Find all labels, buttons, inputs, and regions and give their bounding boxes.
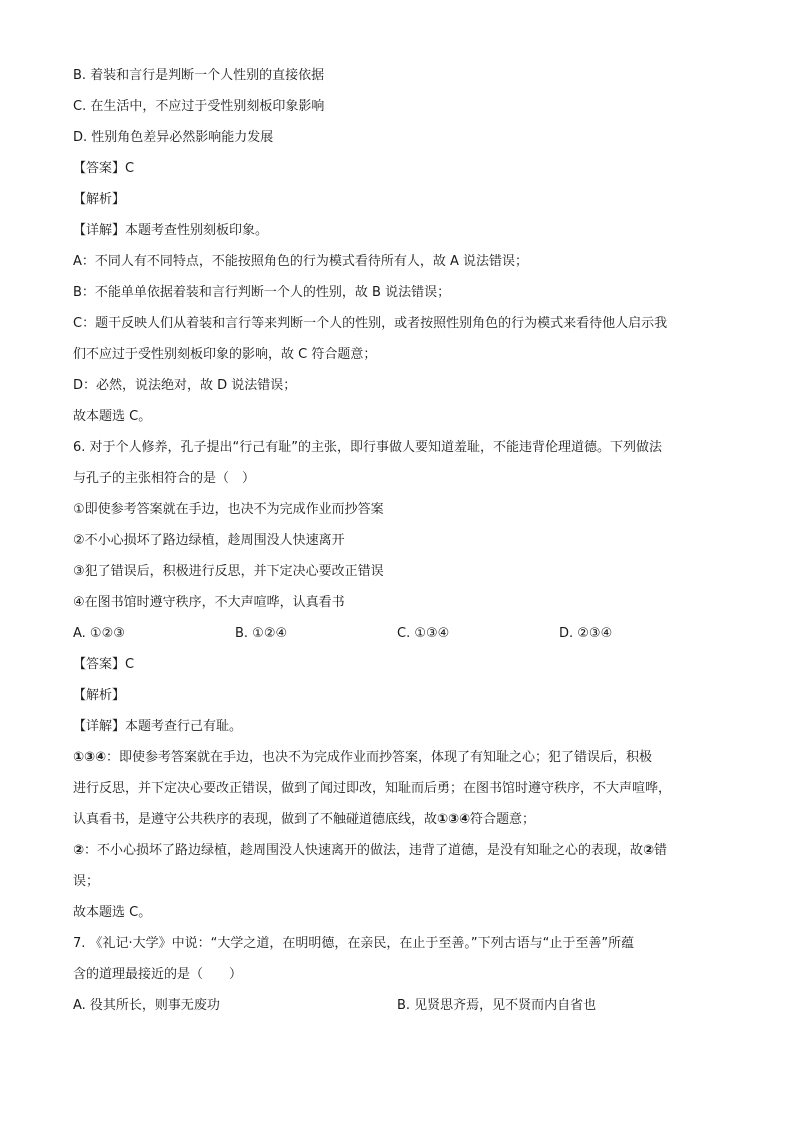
q5-answer: 【答案】C (73, 161, 135, 176)
q6-option-d: D. ②③④ (559, 626, 613, 641)
q6-answer: 【答案】C (73, 657, 135, 672)
q6-stem-line1: 6. 对于个人修养，孔子提出“行己有耻”的主张，即行事做人要知道羞耻，不能违背伦理道德。下列做法 (73, 440, 663, 455)
q5-conclusion: 故本题选 C。 (73, 409, 152, 424)
q6-analysis-p1-line1 (73, 742, 723, 773)
q6-analysis-p2-text1b: ② (643, 843, 655, 858)
q5-analysis-heading: 【解析】 (73, 192, 126, 207)
q6-option-c: C. ①③④ (397, 626, 450, 641)
q6-analysis-p1-text3c: 符合题意； (470, 812, 536, 827)
q5-detail-a: A：不同人有不同特点，不能按照角色的行为模式看待所有人，故 A 说法错误； (73, 254, 529, 269)
q5-detail-d: D：必然，说法绝对，故 D 说法错误； (73, 378, 297, 393)
q7-option-a: A. 役其所长，则事无废功 (73, 998, 220, 1013)
q6-option-b: B. ①②④ (235, 626, 288, 641)
q6-detail-intro: 【详解】本题考查行己有耻。 (73, 719, 243, 734)
q6-statement-3: ③犯了错误后，积极进行反思，并下定决心要改正错误 (73, 564, 384, 579)
q6-analysis-p2-head: ② (73, 843, 85, 858)
q6-analysis-p2-line2: 误； (73, 874, 100, 889)
q7-stem-line2: 含的道理最接近的是（ ） (73, 967, 243, 982)
q6-analysis-p1-line2: 进行反思，并下定决心要改正错误，做到了闻过即改，知耻而后勇；在图书馆时遵守秩序，不大声喧哗， (73, 781, 672, 796)
q6-analysis-p1-line3 (73, 804, 723, 835)
q5-option-d: D. 性别角色差异必然影响能力发展 (73, 130, 274, 145)
q6-analysis-p1-head: ①③④ (73, 750, 107, 765)
page-content (73, 60, 723, 1021)
q6-analysis-p2-line1 (73, 835, 723, 866)
q7-stem-line1: 7. 《礼记·大学》中说：“大学之道，在明明德，在亲民，在止于至善。”下列古语与“止于至善”所蕴 (73, 936, 635, 951)
q5-option-c: C. 在生活中，不应过于受性别刻板印象影响 (73, 99, 325, 114)
q6-analysis-p2-text1c: 错 (654, 843, 668, 858)
q5-detail-c-line2: 们不应过于受性别刻板印象的影响，故 C 符合题意； (73, 347, 377, 362)
q6-analysis-p1-text3a: 认真看书，是遵守公共秩序的表现，做到了不触碰道德底线，故 (73, 812, 438, 827)
q5-option-b: B. 着装和言行是判断一个人性别的直接依据 (73, 68, 325, 83)
q5-detail-intro: 【详解】本题考查性别刻板印象。 (73, 223, 269, 238)
q6-analysis-p1-text3b: ①③④ (437, 812, 471, 827)
q5-detail-c-line1: C：题干反映人们从着装和言行等来判断一个人的性别，或者按照性别角色的行为模式来看待他人启示我 (73, 316, 668, 331)
q6-statement-2: ②不小心损坏了路边绿植，趁周围没人快速离开 (73, 533, 345, 548)
q6-statement-4: ④在图书馆时遵守秩序，不大声喧哗，认真看书 (73, 595, 345, 610)
q6-options (73, 618, 723, 649)
q7-options (73, 990, 723, 1021)
q6-conclusion: 故本题选 C。 (73, 905, 152, 920)
q6-analysis-heading: 【解析】 (73, 688, 126, 703)
q7-option-b: B. 见贤思齐焉，见不贤而内自省也 (397, 998, 597, 1013)
q6-analysis-p2-text1a: ：不小心损坏了路边绿植，趁周围没人快速离开的做法，违背了道德，是没有知耻之心的表现，故 (84, 843, 644, 858)
q6-stem-line2: 与孔子的主张相符合的是（ ） (73, 471, 256, 486)
q6-statement-1: ①即使参考答案就在手边，也决不为完成作业而抄答案 (73, 502, 384, 517)
q6-option-a: A. ①②③ (73, 626, 125, 641)
q6-analysis-p1-text1: ：即使参考答案就在手边，也决不为完成作业而抄答案，体现了有知耻之心；犯了错误后，积极 (106, 750, 653, 765)
q5-detail-b: B：不能单单依据着装和言行判断一个人的性别，故 B 说法错误； (73, 285, 451, 300)
